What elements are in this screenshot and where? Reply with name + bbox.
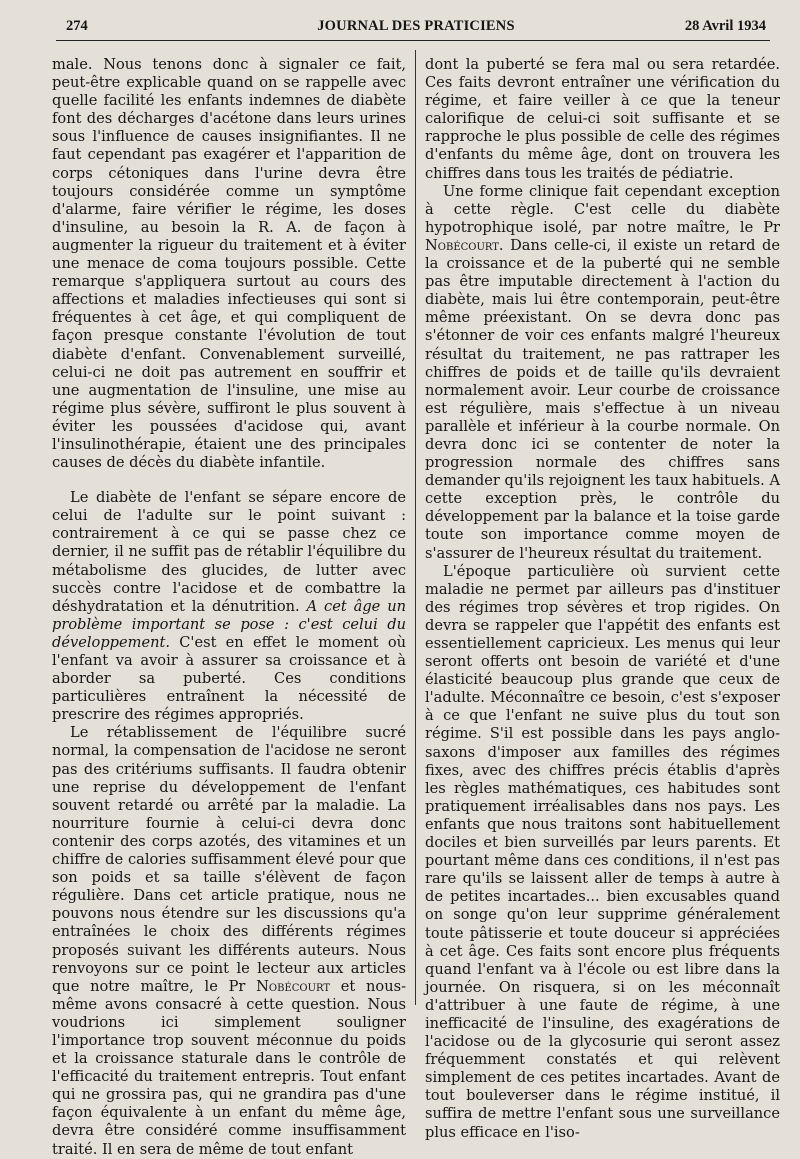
author-name: Nobécourt: [256, 977, 331, 995]
paragraph: dont la puberté se fera mal ou sera retardée. Ces faits devront entraîner une vérification du régime, et faire veiller à ce que la teneur calorifique de celui-ci soit suffisante et se rapproche le plus possible de celle des régimes d'enfants du même âge, dont on trouvera les chiffres dans tous les traités de pédiatrie.: [425, 56, 780, 182]
italic-emphasis: A cet âge un problème important se pose : c'est celui du développement.: [52, 597, 407, 651]
paragraph-text: Dans celle-ci, il existe un retard de la croissance et de la puberté qui ne semble pas être imputable directement à l'action du diabète, mais lui être contemporain, peut-être même préexistant. On se devra donc pas s'étonner de voir ces enfants malgré l'heureux résultat du traitement, ne pas rattraper les chiffres de poids et de taille qu'ils devraient normalement avoir. Leur courbe de croissance est régulière, mais s'effectue à un niveau parallèle et inférieur à la courbe normale. On devra donc ici se contenter de noter la progression normale des chiffres sans demander qu'ils rejoignent les taux habituels. A cette exception près, le contrôle du développement par la balance et la toise garde toute son importance comme moyen de s'assurer de l'heureux résultat du traitement.: [425, 236, 780, 562]
paragraph: [52, 489, 406, 724]
paragraph-text: Le diabète de l'enfant se sépare encore de celui de l'adulte sur le point suivant : contrairement à ce qui se passe chez ce dernier, il ne suffit pas de rétablir l'équilibre du métabolisme des glucides, de lutter avec succès contre l'acidose et de combattre la déshydratation et la dénutrition.: [52, 489, 406, 615]
page-number: 274: [66, 18, 88, 34]
issue-date: 28 Avril 1934: [684, 18, 766, 34]
paragraph: male. Nous tenons donc à signaler ce fait, peut-être explicable quand on se rappelle avec quelle facilité les enfants indemnes de diabète font des décharges d'acétone dans leurs urines sous l'influence de causes insignifiantes. Il ne faut cependant pas exagérer et l'apparition de corps cétoniques dans l'urine devra être toujours considérée comme un symptôme d'alarme, faire vérifier le régime, les doses d'insuline, au besoin la R. A. de façon à augmenter la rigueur du traitement et à éviter une menace de coma toujours possible. Cette remarque s'appliquera surtout au cours des affections et maladies infectieuses qui sont si fréquentes à cet âge, et qui compliquent de façon presque constante l'évolution de tout diabète d'enfant. Convenablement surveillé, celui-ci ne doit pas autrement en souffrir et une augmentation de l'insuline, une mise au régime plus sévère, suffiront le plus souvent à éviter les poussées d'acidose qui, avant l'insulinothérapie, étaient une des principales causes de décès du diabète infantile.: [52, 56, 406, 472]
professor-abbrev: Pr: [763, 218, 781, 236]
paragraph: [425, 183, 780, 563]
journal-title: JOURNAL DES PRATICIENS: [317, 18, 515, 34]
author-name: Nobécourt.: [425, 236, 504, 254]
paragraph-text: Le rétablissement de l'équilibre sucré normal, la compensation de l'acidose ne seront pas des critériums suffisants. Il faudra obtenir une reprise du développement de l'enfant souvent retardé ou arrêté par la maladie. La nourriture fournie à celui-ci devra donc contenir des corps azotés, des vitamines et un chiffre de calories suffisamment élevé pour que son poids et sa taille s'élèvent de façon régulière. Dans cet article pratique, nous ne pouvons nous étendre sur les discussions qu'a entraînées le choix des différents régimes proposés suivant les différents auteurs. Nous renvoyons sur ce point le lecteur aux articles que notre maître, le: [52, 724, 406, 995]
paragraph-text: Une forme clinique fait cependant exception à cette règle. C'est celle du diabète hypotrophique isolé, par notre maître, le: [425, 182, 780, 236]
paragraph: L'époque particulière où survient cette maladie ne permet par ailleurs pas d'instituer des régimes trop sévères et trop rigides. On devra se rappeler que l'appétit des enfants est essentiellement capricieux. Les menus qui leur seront offerts ont besoin de variété et d'une élasticité beaucoup plus grande que ceux de l'adulte. Méconnaître ce besoin, c'est s'exposer à ce que l'enfant ne suive plus du tout son régime. S'il est possible dans les pays anglo-saxons d'imposer aux familles des régimes fixes, avec des chiffres précis établis d'après les règles mathématiques, ces habitudes sont pratiquement irréalisables dans nos pays. Les enfants que nous traitons sont habituellement dociles et bien surveillés par leurs parents. Et pourtant même dans ces conditions, il n'est pas rare qu'ils se laissent aller de temps à autre à de petites incartades... bien excusables quand on songe qu'on leur supprime généralement toute pâtisserie et toute douceur si appréciées à cet âge. Ces faits sont encore plus fréquents quand l'enfant va à l'école ou est libre dans la journée. On risquera, si on les méconnaît d'attribuer à une faute de régime, à une inefficacité de l'insuline, des exagérations de l'acidose ou de la glycosurie qui seront assez fréquemment constatés et qui relèvent simplement de ces petites incartades. Avant de tout bouleverser dans le régime institué, il suffira de mettre l'enfant sous une surveillance plus efficace en l'iso-: [425, 562, 780, 1141]
paragraph: [52, 724, 406, 1158]
left-column: [52, 56, 406, 1159]
column-rule: [415, 50, 416, 1005]
professor-abbrev: Pr: [228, 977, 246, 995]
header-rule: [56, 40, 770, 41]
page-header: [66, 16, 766, 38]
paragraph-text: C'est en effet le moment où l'enfant va avoir à assurer sa croissance et à aborder sa puberté. Ces conditions particulières entraînent la nécessité de prescrire des régimes appropriés.: [52, 633, 407, 724]
paragraph-text: et nous-même avons consacré à cette question. Nous voudrions ici simplement souligner l'importance trop souvent méconnue du poids et la croissance staturale dans le contrôle de l'efficacité du traitement entrepris. Tout enfant qui ne grossira pas, qui ne grandira pas d'une façon équivalente à un enfant du même âge, devra être considéré comme insuffisamment traité. Il en sera de même de tout enfant: [52, 977, 407, 1158]
right-column: [425, 56, 780, 1142]
